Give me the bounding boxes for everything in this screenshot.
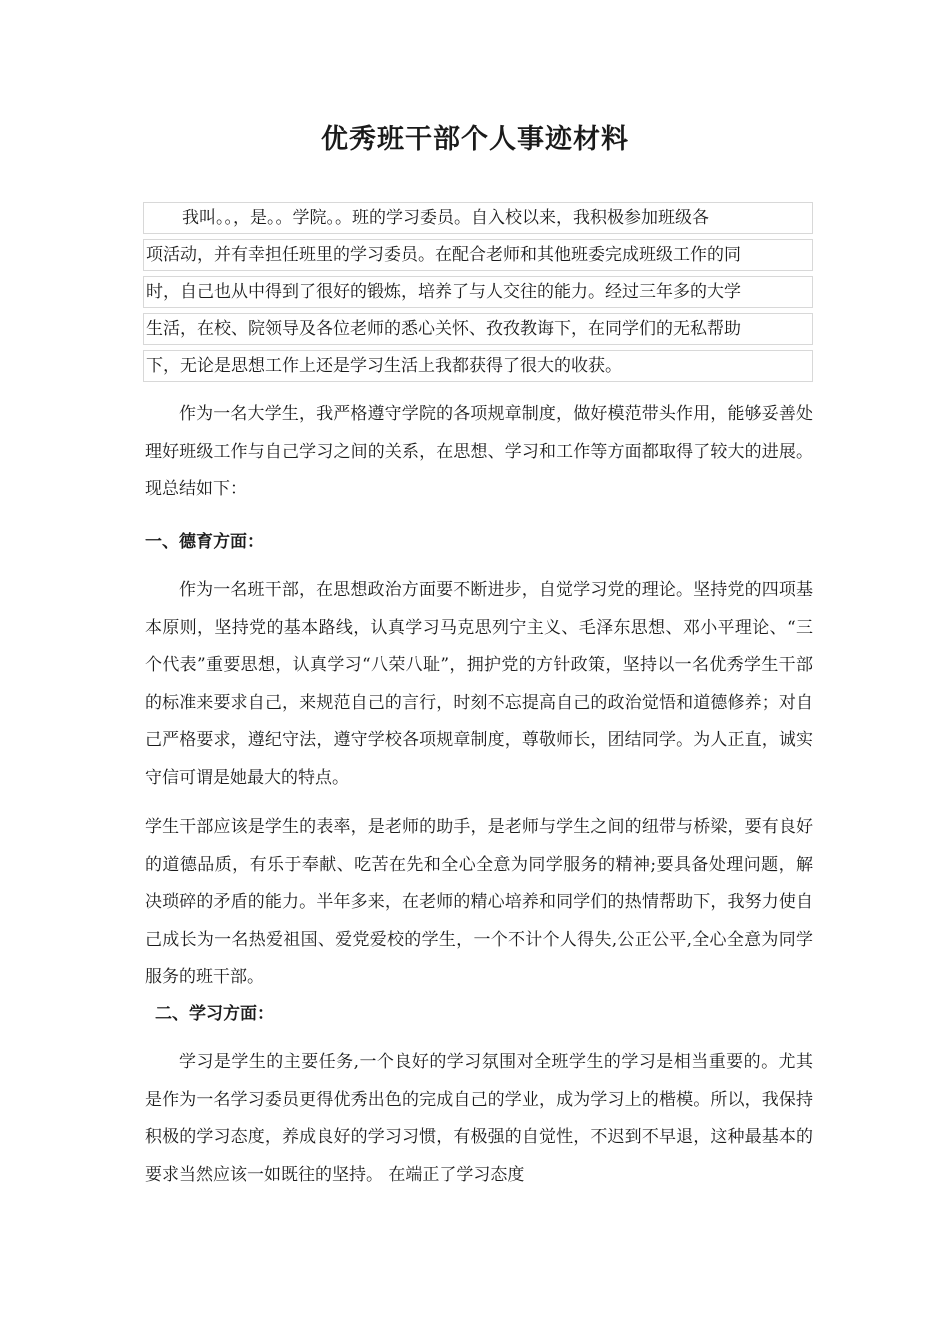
section-heading-moral: 一、德育方面： [145,532,264,552]
intro-line: 生活，在校、院领导及各位老师的悉心关怀、孜孜教诲下，在同学们的无私帮助 [143,313,813,345]
intro-line: 我叫。。，是。。学院。。班的学习委员。自入校以来，我积极参加班级各 [143,202,813,234]
study-paragraph-1: 学习是学生的主要任务,一个良好的学习氛围对全班学生的学习是相当重要的。尤其是作为一名学习委员更得优秀出色的完成自己的学业，成为学习上的楷模。所以，我保持积极的学习态度，养成良好的学习习惯，有极强的自觉性，不迟到不早退，这种最基本的要求当然应该一如既往的坚持。 在端正了学习态度 [145,1052,813,1185]
moral-paragraph-2: 学生干部应该是学生的表率，是老师的助手，是老师与学生之间的纽带与桥梁，要有良好的道德品质，有乐于奉献、吃苦在先和全心全意为同学服务的精神;要具备处理问题，解决琐碎的矛盾的能力。半年多来，在老师的精心培养和同学们的热情帮助下，我努力使自己成长为一名热爱祖国、爱党爱校的学生，一个不计个人得失,公正公平,全心全意为同学服务的班干部。 [145,817,813,987]
section-heading-study: 二、学习方面： [155,1004,274,1024]
intro-line: 下，无论是思想工作上还是学习生活上我都获得了很大的收获。 [143,350,813,382]
document-title: 优秀班干部个人事迹材料 [321,124,629,155]
intro-line: 时，自己也从中得到了很好的锻炼，培养了与人交往的能力。经过三年多的大学 [143,276,813,308]
intro-paragraph [143,202,813,387]
intro-line: 项活动，并有幸担任班里的学习委员。在配合老师和其他班委完成班级工作的同 [143,239,813,271]
summary-paragraph: 作为一名大学生，我严格遵守学院的各项规章制度，做好模范带头作用，能够妥善处理好班级工作与自己学习之间的关系，在思想、学习和工作等方面都取得了较大的进展。现总结如下： [145,404,813,499]
moral-paragraph-1: 作为一名班干部，在思想政治方面要不断进步，自觉学习党的理论。坚持党的四项基本原则，坚持党的基本路线，认真学习马克思列宁主义、毛泽东思想、邓小平理论、“三个代表”重要思想，认真学习“八荣八耻”，拥护党的方针政策，坚持以一名优秀学生干部的标准来要求自己，来规范自己的言行，时刻不忘提高自己的政治觉悟和道德修养；对自己严格要求，遵纪守法，遵守学校各项规章制度，尊敬师长，团结同学。为人正直，诚实守信可谓是她最大的特点。 [145,580,813,788]
